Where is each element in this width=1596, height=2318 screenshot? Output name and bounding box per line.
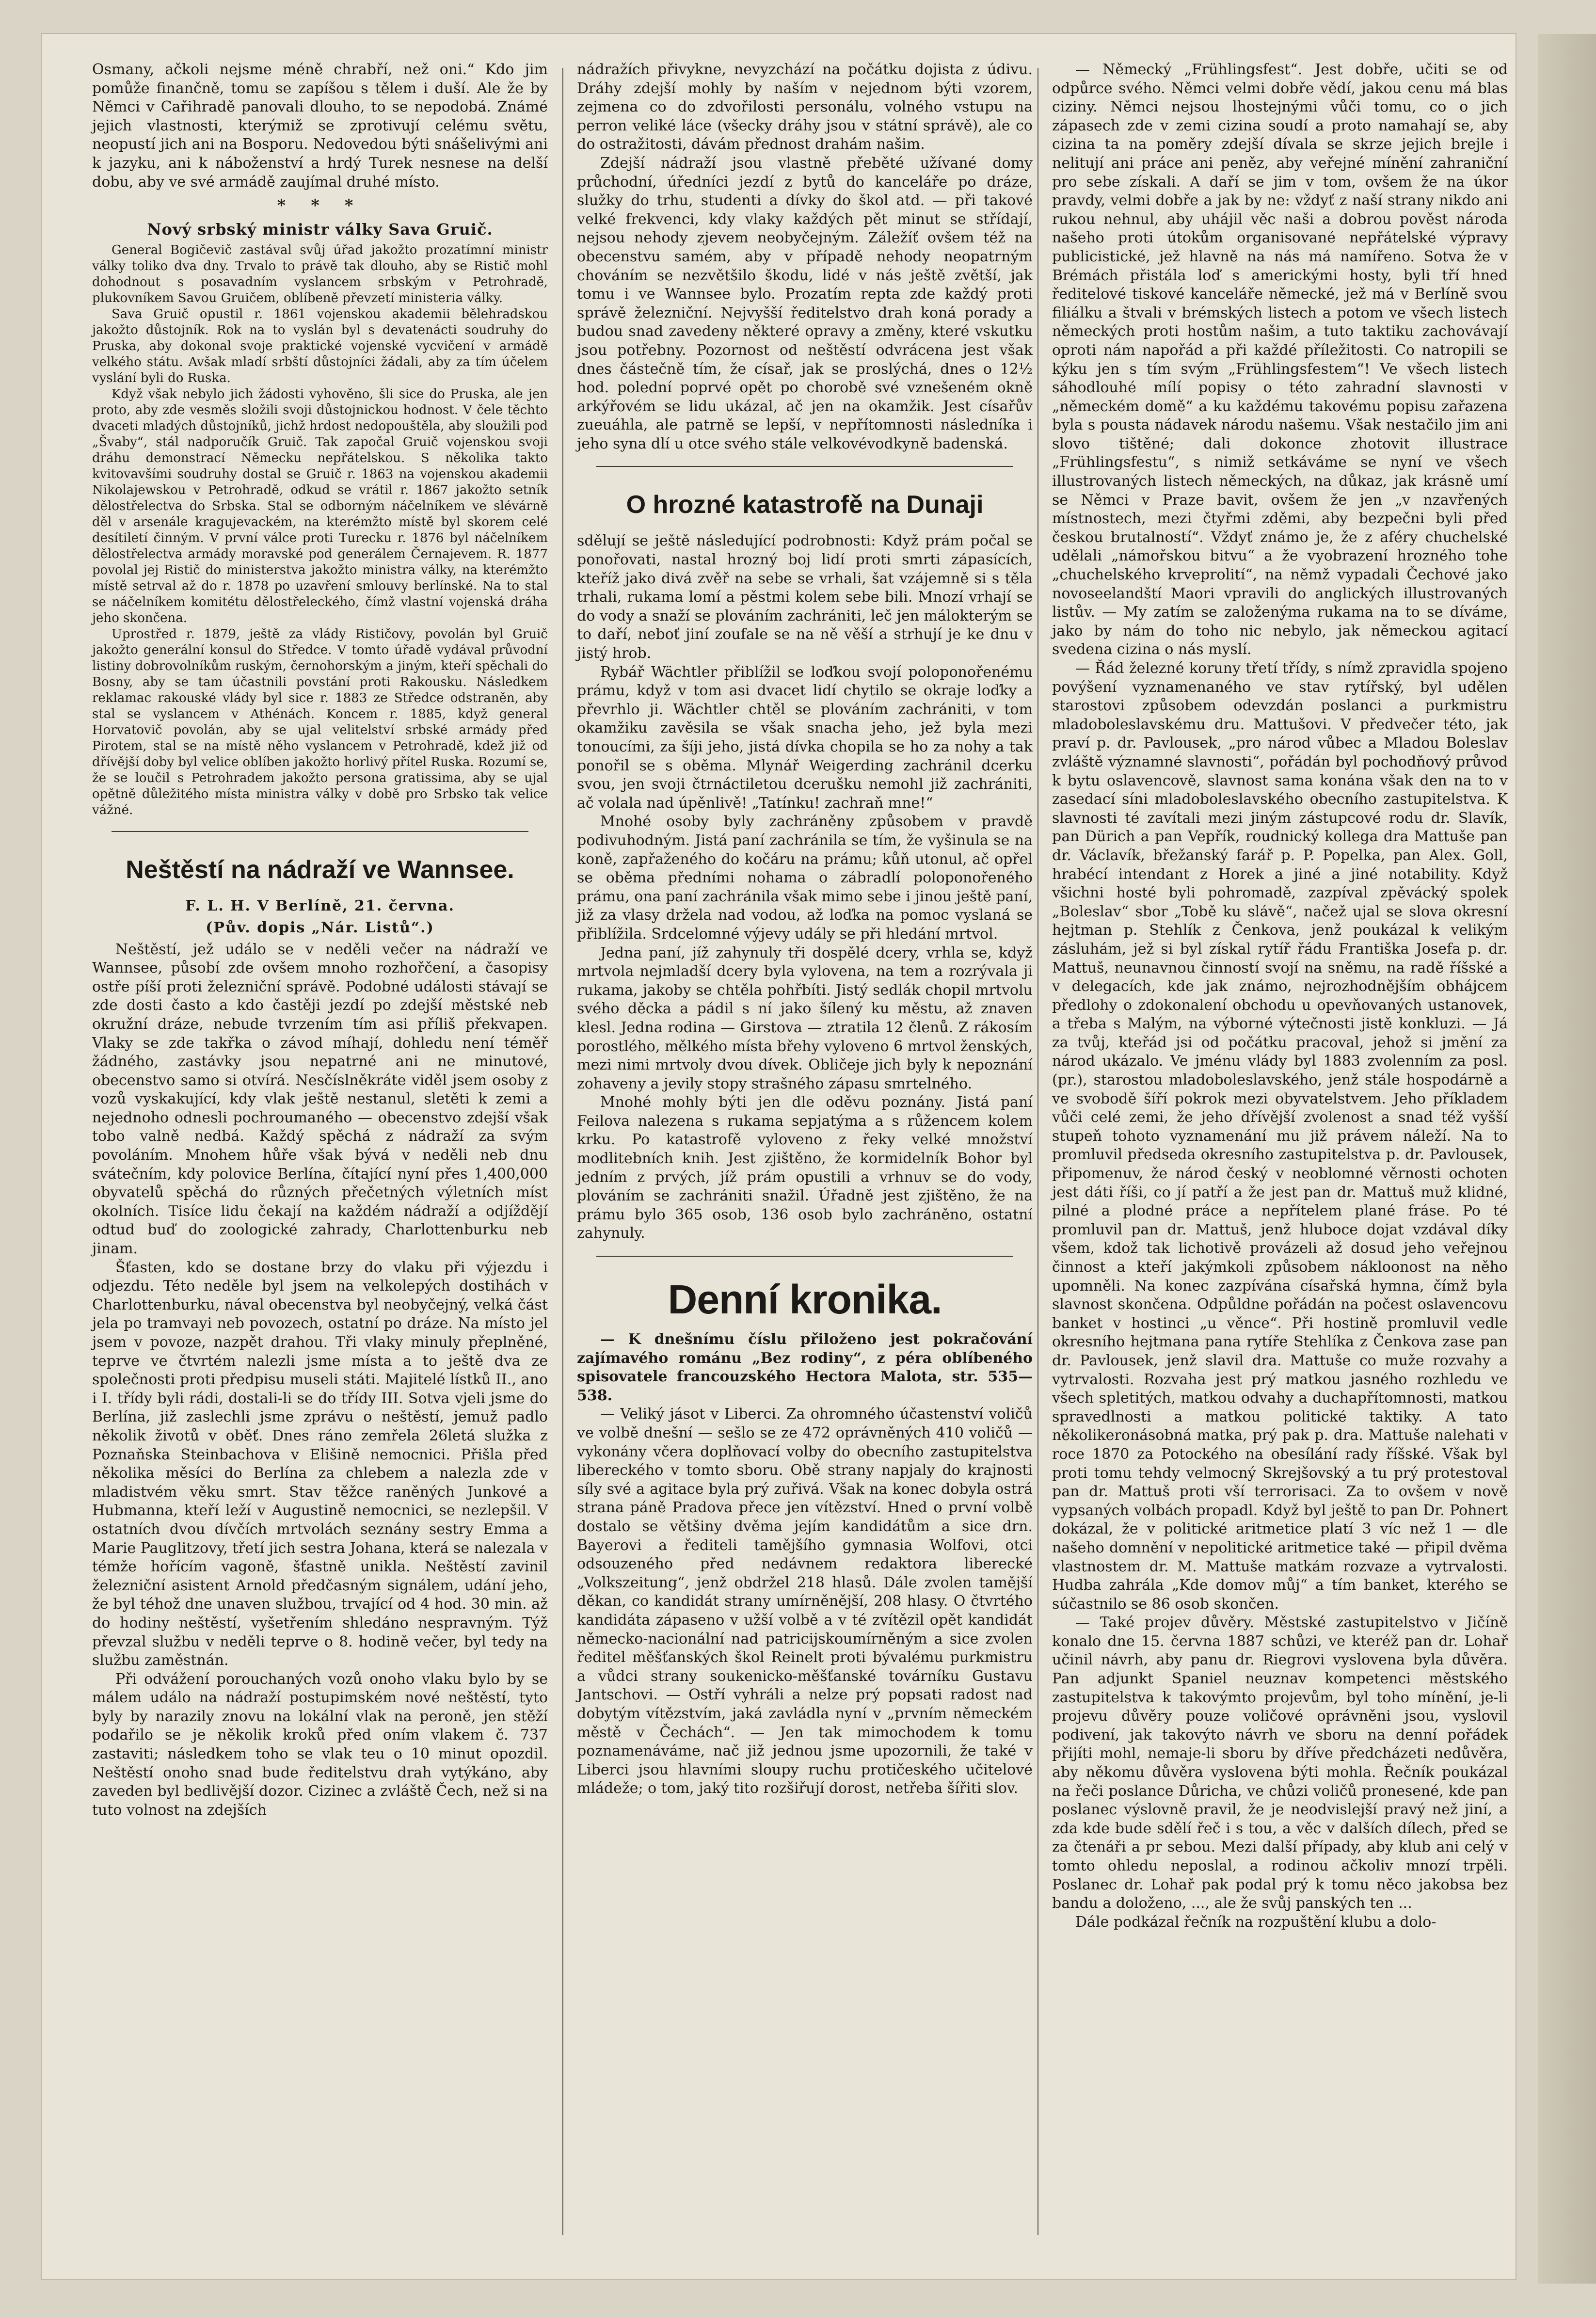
- paragraph: Sava Gruič opustil r. 1861 vojenskou akademii bělehradskou jakožto důstojník. Rok na to vyslán byl s devatenácti soudruhy do Pruska, aby dokonal svoje praktické vojenské vycvičení v armádě velkého státu. Avšak mladí srbští důstojníci žádali, aby za tím účelem vyslání byli do Ruska.: [92, 307, 548, 386]
- paragraph: — Také projev důvěry. Městské zastupitelstvo v Jičíně konalo dne 15. června 1887 schůzi, ve kteréž pan dr. Lohař učinil návrh, aby panu dr. Riegrovi vyslovena byla důvěra. Pan adjunkt Spaniel neuznav kompetenci městského zastupitelstva k takovýmto projevům, byl toho mínění, je-li projevu důvěry pouze voličové oprávněni jsou, vyslovil podivení, jak takovýto návrh ve sboru na denní pořádek přijíti mohl, nemaje-li sboru by dříve předcházeti nedůvěra, aby někomu důvěra vyslovena býti mohla. Řečník poukázal na řeči poslance Důricha, ve chůzi voličů pronesené, kde pan poslanec výslovně pravil, že je neodvislejší pravý než jiní, a zda kde bude sdělí řeč i s tou, a věc v dalších dílech, před se za čtenáři a pr sebou. Mezi další případy, aby klub ani celý v tomto ohledu neposlal, a rodinou ačkoliv mnozí trpěli. Poslanec dr. Lohař pak podal prý k tomu něco jakobsa bez bandu a doloženo, ..., ale že svůj panských ten ...: [1052, 1614, 1508, 1912]
- paragraph: nádražích přivykne, nevyzchází na počátku dojista z údivu. Dráhy zdejší mohly by naším v nejednom býti vzorem, zejmena co do zdvořilosti personálu, volného vstupu na perron veliké láce (všecky dráhy jsou v státní správě), ale co do ostražitosti, dávám přednost drahám našim.: [577, 61, 1033, 153]
- article-heading: O hrozné katastrofě na Dunaji: [626, 491, 984, 519]
- column-1: [92, 61, 548, 1820]
- article-heading: Neštěstí na nádraží ve Wannsee.: [126, 856, 514, 884]
- paragraph: sdělují se ještě následující podrobnosti: Když prám počal se ponořovati, nastal hrozný boj lidí proti smrti zápasících, kteříž jako divá zvěř na sebe se vrhali, šat vzájemně si s těla trhali, rukama lomí a pěstmi kolem sebe bili. Mnozí vrhají se do vody a snaží se plováním zachrániti, leč jen málokterým se to daří, neboť jiní zoufale se na ně věší a strhují je ke dnu v jistý hrob.: [577, 532, 1033, 662]
- paragraph: — Veliký jásot v Liberci. Za ohromného účastenství voličů ve volbě dnešní — sešlo se ze 472 oprávněných 410 voličů — vykonány včera doplňovací volby do obecního zastupitelstva libereckého v tomto sboru. Obě strany napjaly do krajnosti síly své a agitace byla prý zuřivá. Však na konec dobyla ostrá strana páně Pradova přece jen vítězství. Hned o první volbě dostalo se většiny dvěma jejím kandidátům a sice drn. Bayerovi a řediteli tamějšího gymnasia Wolfovi, otci odsouzeného před nedávnem redaktora liberecké „Volkszeitung“, jenž obdržel 218 hlasů. Dále zvolen tamější děkan, co kandidát strany umírněnější, 208 hlasy. O čtvrtého kandidáta zápaseno v užší volbě a v té zvítězil opět kandidát německo-nacionální nad patricijskoumírněným a sice zvolen ředitel měšťanských škol Reinelt proti bývalému purkmistru a vůdci strany soukenicko-měšťanské továrníku Gustavu Jantschovi. — Ostří vyhráli a nelze prý popsati radost nad dobytým vítězstvím, jaká zavládla nyní v „prvním německém městě v Čechách“. — Jen tak mimochodem k tomu poznamenáváme, nač již jednou jsme upozornili, že také v Liberci jsou hlavními sloupy ruchu protičeského učitelové mládeže; o tom, jaký tito rozšiřují dorost, netřeba šířiti slov.: [577, 1406, 1033, 1797]
- section-heading: Denní kronika.: [668, 1277, 942, 1323]
- section-separator: * * *: [277, 196, 363, 216]
- paragraph: Když však nebylo jich žádosti vyhověno, šli sice do Pruska, ale jen proto, aby zde vesměs složili svoji důstojnickou hodnost. V čele těchto dvaceti mladých důstojníků, jichž hrdost nedopouštěla, aby sloužili pod „Švaby“, stál nadporučík Gruič. Tak započal Gruič vojenskou svoji dráhu demonstrací Německu nepřátelskou. S několika takto kvitovavšími soudruhy dostal se Gruič r. 1863 na vojenskou akademii Nikolajewskou v Petrohradě, odkud se vrátil r. 1867 jakožto setník dělostřelectva do Srbska. Stal se odborným náčelníkem ve slévárně děl v arsenále kragujevackém, na kterémžto místě byl skorem celé desítiletí činným. V první válce proti Turecku r. 1876 byl náčelníkem dělostřelectva armády moravské pod generálem Černajevem. R. 1877 povolal jej Ristič do ministerstva jakožto ministra války, na kterémžto místě setrval až do r. 1878 po uzavření smlouvy berlínské. Na to stal se náčelníkem komitétu dělostřeleckého, čímž vlastní vojenská dráha jeho skončena.: [92, 387, 548, 626]
- divider: [596, 1256, 1013, 1257]
- paragraph: Mnohé mohly býti jen dle oděvu poznány. Jistá paní Feilova nalezena s rukama sepjatýma a s růžencem kolem krku. Po katastrofě vyloveno z řeky velké množství modlitebních knih. Jest zjištěno, že kormidelník Bohor byl jedním z prvých, jíž prám opustili a vrhnuv se do vody, plováním se zachrániti snažil. Úřadně jest zjištěno, že na prámu bylo 365 osob, 136 osob bylo zachráněno, ostatní zahynuly.: [577, 1094, 1033, 1242]
- paragraph: General Bogičevič zastával svůj úřad jakožto prozatímní ministr války toliko dva dny. Trvalo to právě tak dlouho, aby se Ristič mohl dohodnout s posavadním vyslancem srbským v Petrohradě, plukovníkem Savou Gruičem, oblíbeně převzetí ministeria války.: [92, 243, 548, 306]
- divider: [112, 831, 528, 832]
- paragraph: Zdejší nádraží jsou vlastně přeběté užívané domy průchodní, úředníci jezdí z bytů do kanceláře po dráze, služky do trhu, studenti a dívky do škol atd. — při takové velké frekvenci, kdy vlaky každých pět minut se střídají, nejsou nehody zjevem neobyčejným. Záležíť ovšem též na obecenstvu samém, aby v případě nehody neopatrným chováním se nezvětšilo škodu, lidé v nás ještě zvětší, jak tomu i ve Wannsee bylo. Prozatím repta zde každý proti správě železniční. Nejvyšší ředitelstvo drah koná porady a budou snad zavedeny některé opravy a změny, které vskutku jsou potřebny. Pozornost od neštěstí odvrácena jest však dnes částečně tím, že císař, jak se proslýchá, dnes o 12½ hod. polední poprvé opět po chorobě své vznešeném okně arkýřovém se lidu ukázal, ač jen na okamžik. Jest císařův zueuáhla, ale patrně se lepší, v nepřítomnosti následníka i jeho syna dlí u otce svého stále velkovévodkyně badenská.: [577, 154, 1033, 452]
- paragraph: Mnohé osoby byly zachráněny způsobem v pravdě podivuhodným. Jistá paní zachránila se tím, že vyšinula se na koně, zapřaženého do kočáru na prámu; kůň utonul, ač opřel se oběma předními nohama o zábradlí poloponořeného prámu, ona paní zachránila však mimo sebe i jinou ještě paní, již za vlasy držela nad vodou, až loďka na pomoc vyslaná se přiblížila. Srdcelomné výjevy udály se při hledání mrtvol.: [577, 813, 1033, 943]
- paragraph: Osmany, ačkoli nejsme méně chrabří, než oni.“ Kdo jim pomůže finančně, tomu se zapíšou s tělem i duší. Ale že by Němci v Cařihradě panovali dlouho, to se nepodobá. Známé jejich vlastnosti, kterýmiž se zprotivují celému světu, neopustí jich ani na Bosporu. Nedovedou býti snášelivými ani k jazyku, ani k náboženství a hrdý Turek nesnese na delší dobu, aby ve své armádě zaujímal druhé místo.: [92, 61, 548, 191]
- divider: [596, 466, 1013, 467]
- paragraph: Šťasten, kdo se dostane brzy do vlaku při výjezdu i odjezdu. Této neděle byl jsem na velkolepých dostihách v Charlottenburku, nával obecenstva byl neobyčejný, velká část jela po tramvayi neb povozech, ostatní po dráze. Na místo jel jsem v povoze, nazpět drahou. Tři vlaky minuly přeplněné, teprve ve čtvrtém nalezli jsme místa a to ještě dva ze společnosti proti předpisu museli státi. Majitelé lístků II., ano i I. třídy byli rádi, dostali-li se do třídy III. Sotva vjeli jsme do Berlína, již zaslechli jsme zprávu o neštěstí, jemuž padlo několik životů v oběť. Dnes ráno zemřela 26letá služka z Poznaňska Steinbachova v Elišině nemocnici. Přišla před několika měsíci do Berlína za chlebem a nalezla zde v mladistvém věku smrt. Stav těžce raněných Junkové a Hubmanna, kteří leží v Augustině nemocnici, se nezlepšil. V ostatních dvou dívčích mrtvolách seznány sestry Emma a Marie Pauglitzovy, třetí jich sestra Johana, která se nalezala v témže hořícím vagoně, šťastně unikla. Neštěstí zavinil železniční asistent Arnold předčasným signálem, udání jeho, že byl téhož dne unaven službou, trvající od 4 hod. 30 min. až do hodiny neštěstí, vyšetřením shledáno nespravným. Týž převzal službu v neděli teprve o 8. hodině večer, byl tedy na službu zaměstnán.: [92, 1259, 548, 1669]
- article-heading: Nový srbský ministr války Sava Gruič.: [147, 220, 493, 239]
- dateline: F. L. H. V Berlíně, 21. června.: [185, 897, 455, 915]
- paragraph: Rybář Wächtler přiblížil se loďkou svojí poloponořenému prámu, když v tom asi dvacet lidí chytilo se okraje loďky a převrhlo ji. Wächtler chtěl se plováním zachrániti, v tom okamžiku zavěsila se však snacha jeho, jež byla mezi tonoucími, za šíji jeho, jistá dívka chopila se ho za nohy a tak ponořil se s oběma. Mlynář Weigerding zachránil dcerku svou, jen svoji čtrnáctiletou dcerušku nemohl již zachrániti, ač volala nad úpěnlivě! „Tatínku! zachraň mne!“: [577, 663, 1033, 812]
- paragraph: Neštěstí, jež událo se v neděli večer na nádraží ve Wannsee, působí zde ovšem mnoho rozhořčení, a časopisy ostře píší proti železniční správě. Podobné události stávají se zde dosti často a kdo častěji jezdí po zdejší městské neb okružní dráze, nebude tvrzením tím asi příliš překvapen. Vlaky se zde takřka o závod míhají, dohledu není téměř žádného, zastávky jsou nepatrné ani ne minutové, obecenstvo samo si otvírá. Nesčíslněkráte viděl jsem osoby z vozů vyskakující, kdy vlak ještě nestanul, sletěti k zemi a nejednoho odnesli pochroumaného — obecenstvo zdejší však tobo valně nedbá. Každý spěchá z nádraží za svým povoláním. Mnohem hůře však bývá v neděli neb dnu svátečním, kdy polovice Berlína, čítající nyní přes 1,400,000 obyvatelů spěchá do různých přečetných výletních míst okolních. Tisíce lidu čekají na každém nádraží a odjíždějí odtud buď do zoologické zahrady, Charlottenburku neb jinam.: [92, 941, 548, 1258]
- small-print-block: [92, 242, 548, 818]
- column-rule: [1037, 68, 1038, 2235]
- paragraph: Při odvážení porouchaných vozů onoho vlaku bylo by se málem událo na nádraží postupimském nové neštěstí, tyto byly by narazily znovu na lokální vlak na peroně, jen stěží podařilo se je několik kroků před oním vlakem č. 737 zastaviti; následkem toho se vlak teu o 10 minut opozdil. Neštěstí onoho snad bude ředitelstvu drah vytýkáno, aby zaveden byl bedlivější dozor. Cizinec a zvláště Čech, než si na tuto volnost na zdejších: [92, 1670, 548, 1819]
- paragraph: Jedna paní, jíž zahynuly tři dospělé dcery, vrhla se, když mrtvola nejmladší dcery byla vylovena, na tem a rozrývala ji rukama, jakoby se chtěla pohřbíti. Jistý sedlák chopil mrtvolu svého děcka a pádil s ní jako šílený ku městu, až znaven klesl. Jedna rodina — Girstova — ztratila 12 členů. Z rákosím porostlého, mělkého místa břehy vyloveno 6 mrtvol ženských, mezi nimi mrtvoly dvou dívek. Obličeje jich byly k nepoznání zohaveny a jevily stopy strašného zápasu smrtelného.: [577, 944, 1033, 1092]
- column-rule: [562, 68, 563, 2235]
- paragraph: — Německý „Frühlingsfest“. Jest dobře, učiti se od odpůrce svého. Němci velmi dobře vědí, jakou cenu má blas ciziny. Němci nejsou lhostejnými vůči tomu, co o jich zápasech zde v zemi cizina soudí a proto namahají se, aby cizina ta na poměry zdejší dívala se skrze jejich brejle i nelitují ani práce ani peněz, aby veřejné mínění zahraniční pro sebe získali. A daří se jim v tom, ovšem že na úkor pravdy, velmi dobře a jak by ne: vždyť z naší strany nikdo ani rukou nehnul, aby uhájil věc naši a dobrou pověst národa našeho proti útokům organisované nepřátelské výpravy publicistické, jež hlavně na nás má namířeno. Sotva že v Brémách přistála loď s americkými hosty, byli tří hned ředitelové tiskové kanceláře německé, jež má v Berlíně svou filiálku a štvali v brémských listech a potom ve všech listech německých proti hostům našim, a tuto taktiku zachovávají oproti nám napořád a při každé příležitosti. Co natropili se kýku jen s tím svým „Frühlingsfestem“! Ve všech listech sáhodlouhé mílí popisy o této zahradní slavnosti v „německém domě“ a ku každému takovému popisu zařazena byla s pousta nádavek národu našemu. Však nestačilo jim ani slovo tištěné; dali dokonce zhotovit illustrace „Frühlingsfestu“, s nimiž setkáváme se nyní ve všech illustrovaných listech německých, na důkaz, jak krásně umí se Němci v Praze bavit, ovšem že jen „v nzavřených místnostech, mezi čtyřmi zděmi, aby bezpečni byli před českou brutalností“. Vždyť známo je, že z aféry chuchelské udělali „námořskou bitvu“ a že vyobrazení hrozného tohe „chuchelského krveprolití“, na němž vypadali Čechové jako novoseelandští Maori vpravili do anglických illustrovaných listův. — My zatím se založenýma rukama na to se díváme, jako by nám do toho nic nebylo, jak německou agitací svedena cizina o nás myslí.: [1052, 61, 1508, 658]
- source-note: (Pův. dopis „Nár. Listů“.): [206, 919, 434, 936]
- paragraph: Uprostřed r. 1879, ještě za vlády Rističovy, povolán byl Gruič jakožto generální konsul do Středce. V tomto úřadě vydával průvodní listiny dobrovolníkům ruským, černohorským a jiným, kteří spěchali do Bosny, aby se tam účastnili povstání proti Rakousku. Následkem reklamac rakouské vlády byl sice r. 1883 ze Středce odstraněn, aby stal se vyslancem v Athénách. Koncem r. 1885, když general Horvatovič povolán, aby se ujal velitelství srbské armády před Pirotem, stal se na místě něho vyslancem v Petrohradě, kdež již od dřívější doby byl velice oblíben jakožto horlivý přítel Ruska. Rozumí se, že se loučil s Petrohradem jakožto persona gratissima, aby se ujal opětně důležitého místa ministra války v době pro Srbsko tak velice vážné.: [92, 627, 548, 818]
- paragraph: — Řád železné koruny třetí třídy, s nímž zpravidla spojeno povýšení vyznamenaného ve stav rytířský, byl udělen starostovi způsobem odevzdán poslanci a purkmistru mladoboleslavskému dru. Mattušovi. V předvečer této, jak praví p. dr. Pavlousek, „pro národ vůbec a Mladou Boleslav zvláště významné slavnosti“, pořádán byl pochodňový průvod k bytu oslavencově, slavnost sama konána však den na to v zasedací síni mladoboleslavského obecního zastupitelstva. K slavnosti té zavítali mezi jiným zástupcové rodu dr. Slavík, pan Dürich a pan Vepřík, roudnický kollega dra Mattuše pan dr. Václavík, břežanský farář p. P. Popelka, pan Alex. Goll, hrabécí intendant z Horek a jiné a jiné notability. Když všichni hosté byli pohromadě, zazpíval zpěvácký spolek „Boleslav“ sbor „Tobě ku slávě“, načež ujal se slova okresní hejtman p. Stehlík z Čenkova, jenž poukázal k velikým zásluhám, jež si byl získal rytíř řádu Františka Josefa p. dr. Mattuš, neunavnou činností svojí na sněmu, na radě říšské a v delegacích, kde jak známo, nejrozhodnějším obhájcem předlohy o zdokonalení obchodu u opevňovaných ustanovek, a třeba s Malým, na výborné výtečnosti jistě konkluzi. — Já za tvůj, kteřád jsi od počátku pracoval, jehož si jmění za národ ukázalo. Ve jménu vlády byl 1883 zvolenním za posl. (pr.), starostou mladoboleslavského, jenž stále hospodárně a ve svobodě šíří pokrok mezi obyvatelstvem. Jeho příkladem vůči celé zemi, že jeho dřívější zvolenost a snad též vyšší stupeň tohoto vyznamenání mu již právem náleží. Na to promluvil předseda okresního zastupitelstva p. dr. Pavlousek, připomenuv, že národ český v neoblomné věrnosti ochoten jest dáti říši, co jí patří a že jest pan dr. Mattuš muž klidné, pilné a plodné práce a nepřítelem plané fráse. Po té promluvil pan dr. Mattuš, jenž hluboce dojat vzdával díky všem, kdož tak lichotivě provázeli až dosud jeho veřejnou činnost a kteří jakýmkoli způsobem nákloonost na něho upomněli. Na konec zazpívána císařská hymna, čímž byla slavnost skončena. Odpůldne pořádán na počest oslavencovu banket v hostinci „u věnce“. Při hostině promluvil vedle okresního hejtmana pana rytíře Stehlíka z Čenkova zase pan dr. Pavlousek, jenž slavil dra. Mattuše co muže rozvahy a vytrvalosti. Rozvaha jest prý matkou jasného rozhledu ve všech spletitých, matkou odvahy a duchapřítomnosti, matkou spravedlnosti a matkou politické taktiky. A tato několikeronásobná matka, prý pak p. dra. Mattuše nalehati v roce 1870 za Potockého na obesílání rady říšské. Však byl proti tomu tehdy velmocný Skrejšovský a tu prý protestoval pan dr. Mattuš proti vší terrorisaci. Za to ovšem v nově vypsaných volbách propadl. Když byl ještě to pan Dr. Pohnert dokázal, že v politické aritmetice platí 3 víc než 1 — dle našeho domnění v nepolitické aritmetice také — připil dvěma vlastnostem dr. M. Mattuše matkám rozvaze a vytrvalosti. Hudba zahrála „Kde domov můj“ a tím banket, kterého se súčastnilo se 86 osob skončen.: [1052, 660, 1508, 1613]
- paragraph: Dále podkázal řečník na rozpuštění klubu a dolo-: [1075, 1913, 1436, 1931]
- column-2: [577, 61, 1033, 1798]
- paragraph: — K dnešnímu číslu přiloženo jest pokračování zajímavého románu „Bez rodiny“, z péra oblíbeného spisovatele francouzského Hectora Malota, str. 535—538.: [577, 1331, 1033, 1404]
- column-3: [1052, 61, 1508, 1932]
- page-edge: [1538, 34, 1596, 2284]
